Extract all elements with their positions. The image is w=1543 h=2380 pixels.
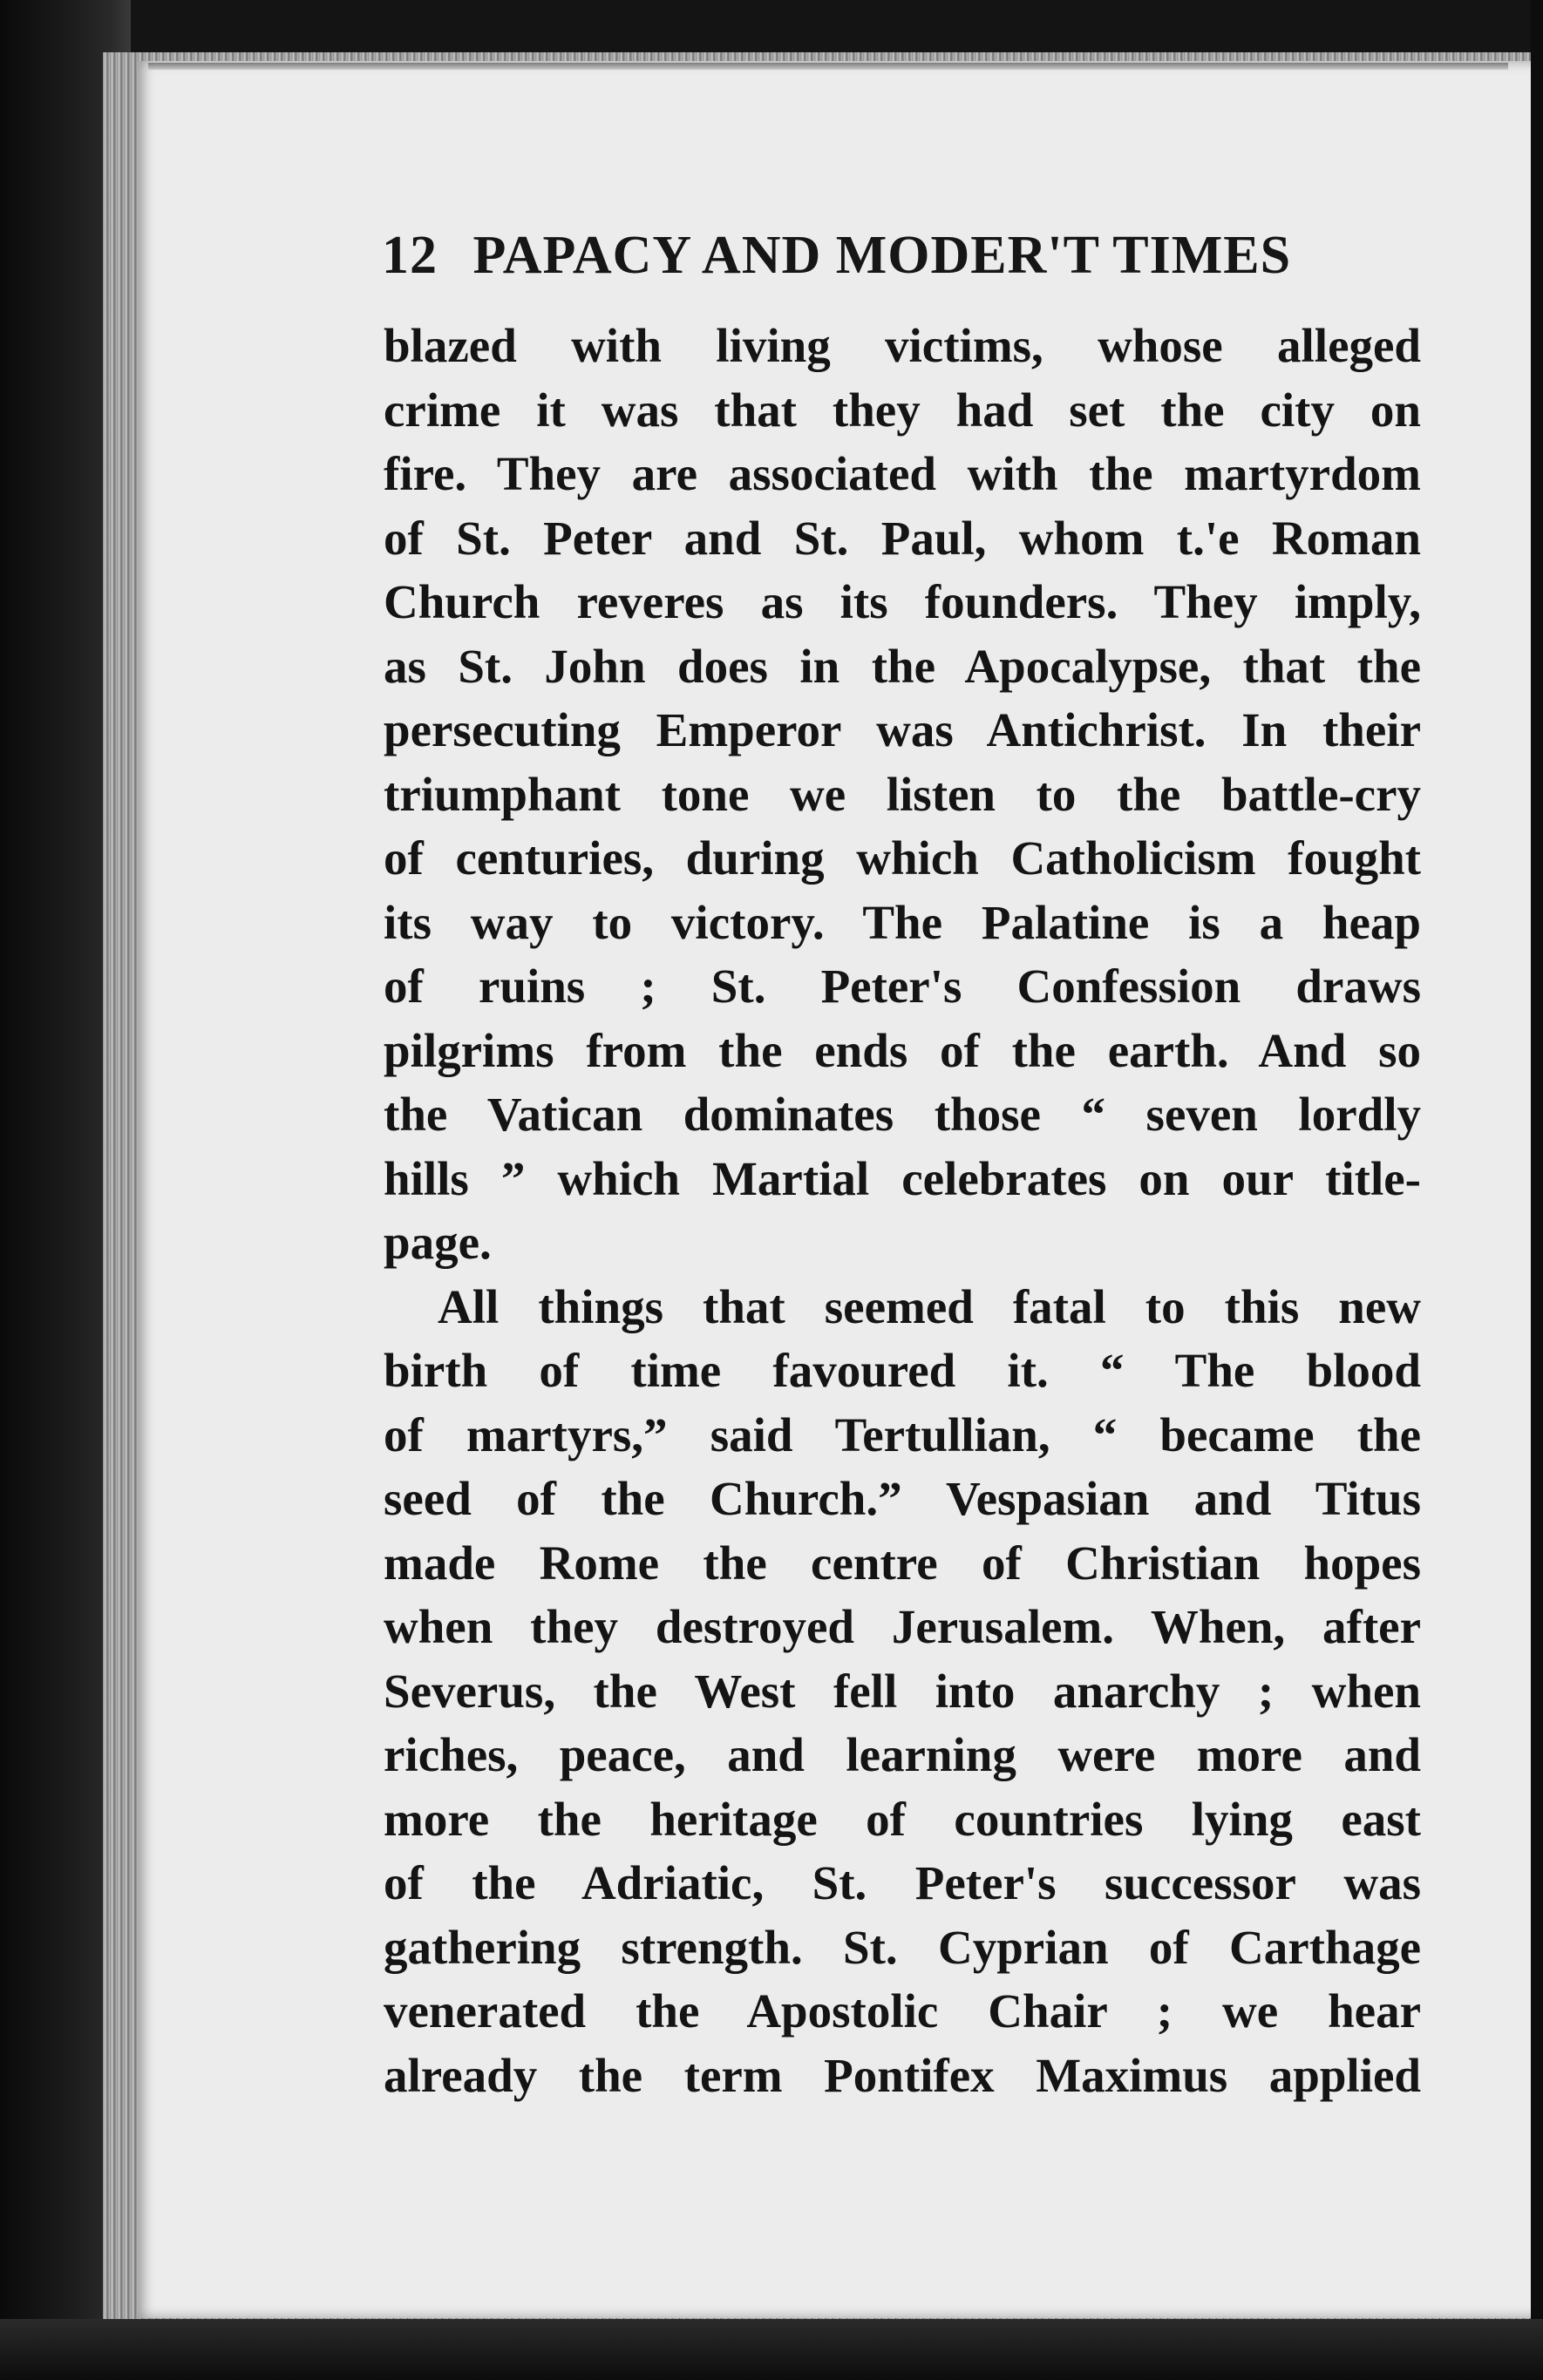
text-line: of the Adriatic, St. Peter's successor was <box>384 1856 1421 1909</box>
text-line: pilgrims from the ends of the earth. And so <box>384 1023 1421 1077</box>
text-line: All things that seemed fatal to this new <box>438 1279 1421 1333</box>
text-line: when they destroyed Jerusalem. When, after <box>384 1600 1421 1653</box>
text-line: of ruins ; St. Peter's Confession draws <box>384 959 1421 1013</box>
text-line: Severus, the West fell into anarchy ; when <box>384 1664 1421 1718</box>
text-line: already the term Pontifex Maximus applied <box>384 2048 1421 2102</box>
text-line: riches, peace, and learning were more and <box>384 1728 1421 1781</box>
text-line: page. <box>384 1216 492 1269</box>
running-title: PAPACY AND MODER'T TIMES <box>472 226 1292 285</box>
text-line: of martyrs,” said Tertullian, “ became the <box>384 1407 1421 1461</box>
text-line: blazed with living victims, whose alleged <box>384 319 1421 372</box>
page-number: 12 <box>382 226 438 285</box>
text-line: hills ” which Martial celebrates on our title- <box>384 1151 1421 1205</box>
text-line: seed of the Church.” Vespasian and Titus <box>384 1472 1421 1525</box>
running-header <box>382 225 1428 287</box>
text-line: Church reveres as its founders. They imply, <box>384 575 1421 628</box>
text-line: its way to victory. The Palatine is a heap <box>384 895 1421 949</box>
text-line: the Vatican dominates those “ seven lordly <box>384 1088 1421 1141</box>
text-line: fire. They are associated with the martyrdom <box>384 447 1421 500</box>
scan-background-bottom <box>0 2319 1543 2380</box>
text-line: birth of time favoured it. “ The blood <box>384 1344 1421 1397</box>
body-text <box>384 314 1421 2107</box>
text-line: venerated the Apostolic Chair ; we hear <box>384 1984 1421 2038</box>
text-line: crime it was that they had set the city on <box>384 383 1421 437</box>
scan-background-right <box>1531 0 1543 2380</box>
text-line: as St. John does in the Apocalypse, that the <box>384 639 1421 693</box>
text-line: triumphant tone we listen to the battle-cry <box>384 767 1421 821</box>
text-line: persecuting Emperor was Antichrist. In their <box>384 703 1421 756</box>
text-line: made Rome the centre of Christian hopes <box>384 1536 1421 1590</box>
text-line: of St. Peter and St. Paul, whom t.'e Roman <box>384 511 1421 565</box>
page-top-edge <box>148 63 1508 70</box>
text-line: gathering strength. St. Cyprian of Carthage <box>384 1920 1421 1974</box>
text-line: more the heritage of countries lying east <box>384 1792 1421 1846</box>
text-line: of centuries, during which Catholicism fought <box>384 831 1421 885</box>
